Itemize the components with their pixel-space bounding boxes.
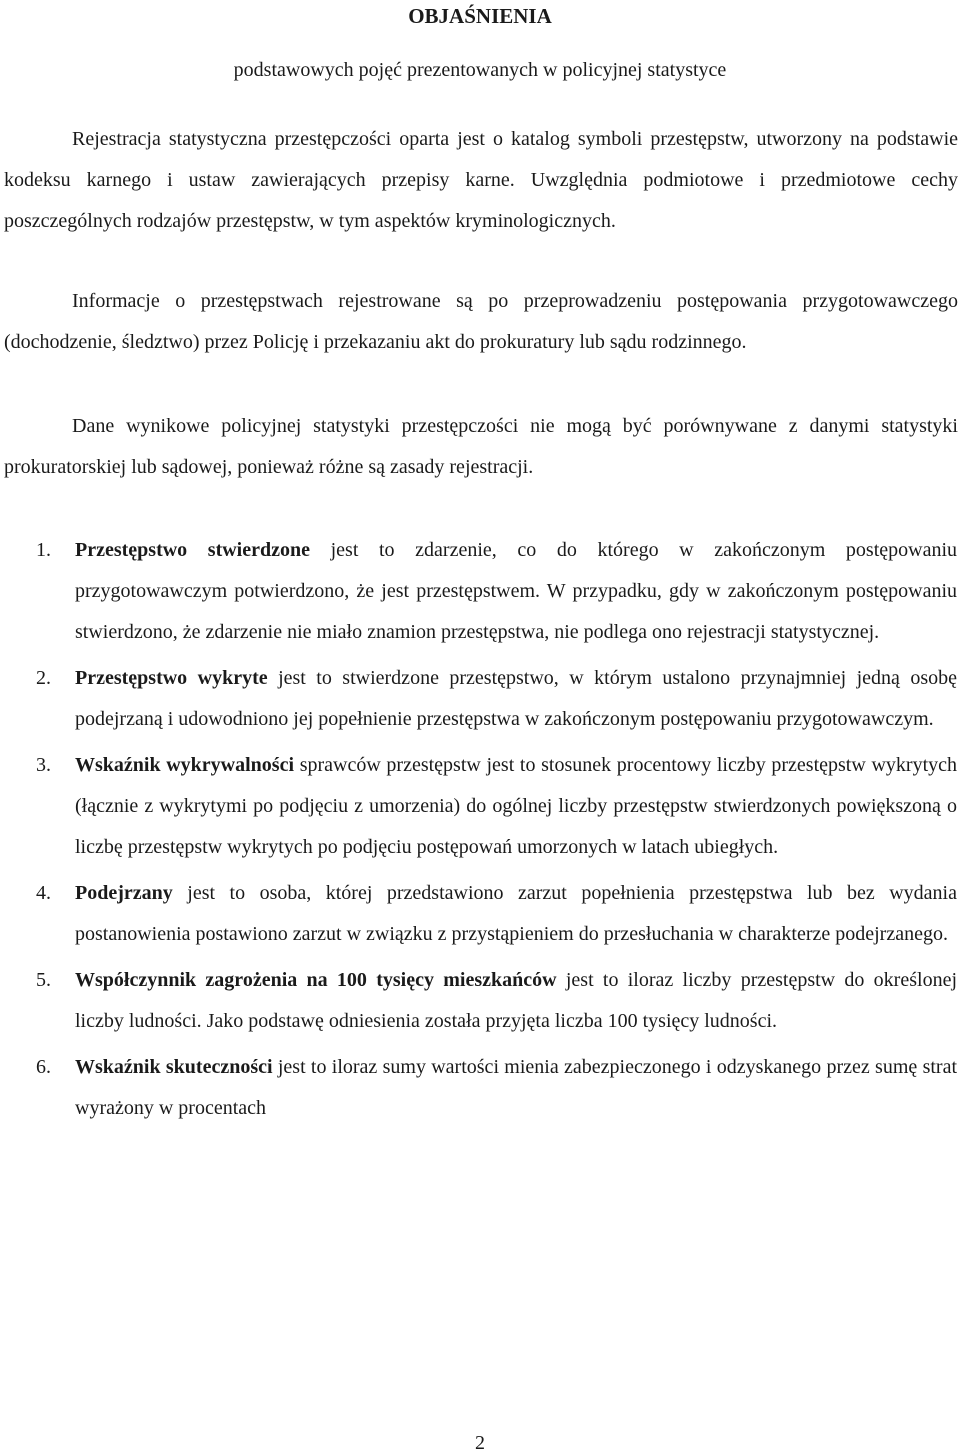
definition-item [0, 658, 960, 740]
definition-text [75, 1047, 957, 1129]
intro-paragraph-1: Rejestracja statystyczna przestępczości oparta jest o katalog symboli przestępstw, utworzony na podstawie kodeksu karnego i ustaw zawierających przepisy karne. Uwzględnia podmiotowe i przedmiotowe cechy poszczególnych rodzajów przestępstw, w tym aspektów kryminologicznych. [4, 128, 958, 232]
definition-item [0, 530, 960, 653]
definition-text [75, 873, 957, 955]
definition-number: 1. [36, 539, 51, 561]
document-subtitle: podstawowych pojęć prezentowanych w policyjnej statystyce [233, 59, 727, 81]
definition-term: Przestępstwo stwierdzone [75, 539, 310, 561]
definition-text [75, 658, 957, 740]
definition-item [0, 1047, 960, 1129]
definition-term: Przestępstwo wykryte [75, 667, 268, 689]
definition-body: jest to stwierdzone przestępstwo, w którym ustalono przynajmniej jedną osobę podejrzaną i udowodniono jej popełnienie przestępstwa w zakończonym postępowaniu przygotowawczym. [75, 667, 957, 730]
definition-item [0, 745, 960, 868]
definition-body: sprawców przestępstw jest to stosunek procentowy liczby przestępstw wykrytych (łącznie z wykrytymi po podjęciu z umorzenia) do ogólnej liczby przestępstw stwierdzonych powiększoną o liczbę przestępstw wykrytych po podjęciu postępowań umorzonych w latach ubiegłych. [75, 754, 957, 858]
definition-term: Wskaźnik skuteczności [75, 1056, 273, 1078]
definition-text [75, 960, 957, 1042]
definition-number: 4. [36, 882, 51, 904]
definition-number: 2. [36, 667, 51, 689]
intro-paragraph-2: Informacje o przestępstwach rejestrowane są po przeprowadzeniu postępowania przygotowawczego (dochodzenie, śledztwo) przez Policję i przekazaniu akt do prokuratury lub sądu rodzinnego. [4, 290, 958, 353]
definition-body: jest to zdarzenie, co do którego w zakończonym postępowaniu przygotowawczym potwierdzono, że jest przestępstwem. W przypadku, gdy w zakończonym postępowaniu stwierdzono, że zdarzenie nie miało znamion przestępstwa, nie podlega ono rejestracji statystycznej. [75, 539, 958, 643]
page-number: 2 [475, 1432, 485, 1454]
definitions-list [0, 530, 960, 1134]
definition-term: Wskaźnik wykrywalności [75, 754, 295, 776]
document-title: OBJAŚNIENIA [408, 4, 552, 28]
definition-body: jest to osoba, której przedstawiono zarzut popełnienia przestępstwa lub bez wydania postanowienia postawiono zarzut w związku z przystąpieniem do przesłuchania w charakterze podejrzanego. [75, 882, 957, 945]
definition-number: 6. [36, 1056, 51, 1078]
definition-number: 5. [36, 969, 51, 991]
definition-item [0, 960, 960, 1042]
intro-paragraph-3: Dane wynikowe policyjnej statystyki przestępczości nie mogą być porównywane z danymi statystyki prokuratorskiej lub sądowej, ponieważ różne są zasady rejestracji. [4, 415, 958, 478]
definition-item [0, 873, 960, 955]
definition-body: jest to iloraz sumy wartości mienia zabezpieczonego i odzyskanego przez sumę strat wyrażony w procentach [75, 1056, 957, 1119]
definition-term: Podejrzany [75, 882, 173, 904]
definition-number: 3. [36, 754, 51, 776]
definition-text [75, 530, 957, 653]
definition-term: Współczynnik zagrożenia na 100 tysięcy mieszkańców [75, 969, 557, 991]
definition-text [75, 745, 957, 868]
definition-body: jest to iloraz liczby przestępstw do określonej liczby ludności. Jako podstawę odniesienia została przyjęta liczba 100 tysięcy ludności. [75, 969, 957, 1032]
